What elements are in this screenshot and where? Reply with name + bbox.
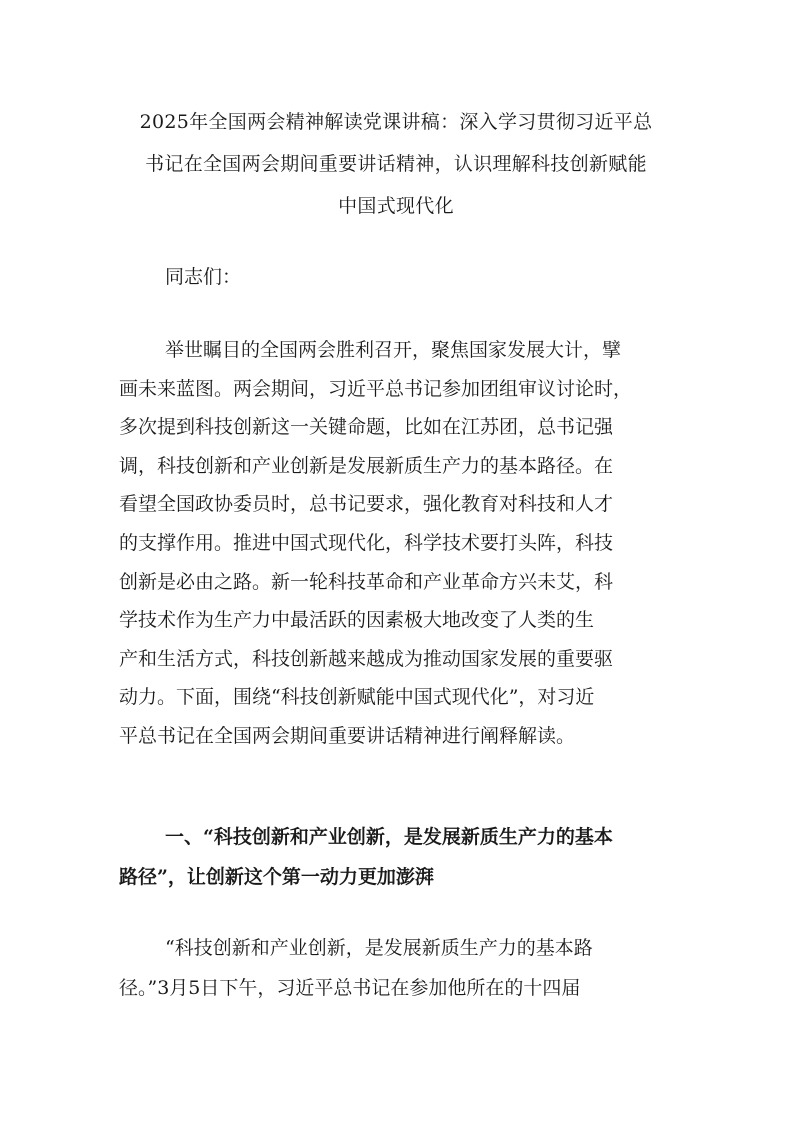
title-line: 中国式现代化 — [338, 195, 454, 217]
paragraph-line: “科技创新和产业创新，是发展新质生产力的基本路 — [165, 937, 593, 959]
paragraph-line: 看望全国政协委员时，总书记要求，强化教育对科技和人才 — [119, 493, 614, 516]
paragraph-line: 调，科技创新和产业创新是发展新质生产力的基本路径。在 — [119, 454, 614, 477]
paragraph-line: 举世瞩目的全国两会胜利召开，聚焦国家发展大计，擘 — [165, 339, 622, 361]
heading-line: 路径”，让创新这个第一动力更加澎湃 — [119, 866, 434, 888]
heading-line: 一、“科技创新和产业创新，是发展新质生产力的基本 — [165, 826, 613, 848]
section-heading-1 — [119, 817, 681, 897]
paragraph-line: 动力。下面，围绕“科技创新赋能中国式现代化”，对习近 — [119, 686, 595, 709]
paragraph-line: 学技术作为生产力中最活跃的因素极大地改变了人类的生 — [119, 609, 595, 632]
section-1-paragraph — [119, 928, 681, 1008]
title-line: 2025年全国两会精神解读党课讲稿：深入学习贯彻习近平总 — [139, 111, 653, 133]
paragraph-line: 多次提到科技创新这一关键命题，比如在江苏团，总书记强 — [119, 416, 614, 439]
paragraph-line: 的支撑作用。推进中国式现代化，科学技术要打头阵，科技 — [119, 531, 614, 554]
paragraph-line: 平总书记在全国两会期间重要讲话精神进行阐释解读。 — [119, 724, 576, 747]
intro-paragraph — [119, 331, 681, 756]
salutation — [119, 257, 681, 297]
paragraph-line: 径。”3月5日下午，习近平总书记在参加他所在的十四届 — [119, 977, 581, 999]
paragraph-line: 画未来蓝图。两会期间，习近平总书记参加团组审议讨论时， — [119, 377, 633, 400]
title-line: 书记在全国两会期间重要讲话精神，认识理解科技创新赋能 — [145, 153, 647, 175]
salutation-text: 同志们： — [165, 266, 242, 288]
document-title — [110, 101, 682, 227]
paragraph-line: 创新是必由之路。新一轮科技革命和产业革命方兴未艾，科 — [119, 570, 614, 593]
paragraph-line: 产和生活方式，科技创新越来越成为推动国家发展的重要驱 — [119, 647, 614, 670]
